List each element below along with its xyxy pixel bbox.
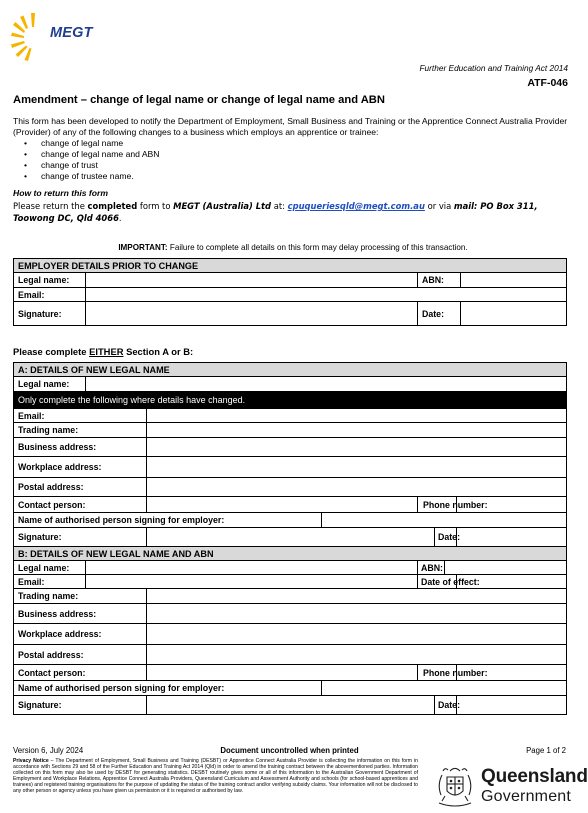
section-b-authorised-label: Name of authorised person signing for employer:	[14, 681, 322, 696]
section-b-legal-name-label: Legal name:	[14, 561, 86, 575]
section-b-contact-person-field[interactable]	[147, 665, 418, 681]
queensland-wordmark: Queensland	[481, 766, 588, 787]
signature-label: Signature:	[14, 302, 86, 326]
uncontrolled-notice: Document uncontrolled when printed	[220, 746, 359, 755]
queensland-government-logo	[433, 765, 588, 811]
section-b-date-label: Date:	[435, 696, 457, 715]
privacy-notice: Privacy Notice – The Department of Employment, Small Business and Training (DESBT) or Apprentice Connect Australia Provider is collecting the information on this form in accordance with Sections 29 and 58 of the Further Education and Training Act 2014 (Qld) in order to amend the training contract between the abovementioned parties. Information collected on this form may also be used by DESBT for generating statistics. DESBT routinely gives some or all of this information to the Australian Government Department of Employment and Workplace Relations, Apprentice Connect Australia Providers, Queensland Curriculum and Assessment Authority and schools (for school-based apprentices and trainees) and registered training organisations for the purpose of updating the status of the training contract and/or verifying subsidy claims. Your information will not be disclosed to any other person or agency unless you have given us permission or it is required or authorised by law.	[13, 758, 418, 795]
section-b-postal-address-field[interactable]	[147, 645, 567, 665]
section-a-notice: Only complete the following where details have changed.	[14, 392, 567, 409]
return-instructions: Please return the completed form to MEGT (Australia) Ltd at: cpuqueriesqld@megt.com.au or via mail: PO Box 311, Toowong DC, Qld 4066.	[13, 201, 538, 223]
employer-section-heading: EMPLOYER DETAILS PRIOR TO CHANGE	[14, 259, 567, 273]
page-number: Page 1 of 2	[526, 746, 566, 755]
section-b-authorised-field[interactable]	[322, 681, 567, 696]
section-b-business-address-label: Business address:	[14, 604, 147, 624]
list-item: • change of trustee name.	[24, 171, 160, 182]
section-a-date-field[interactable]	[457, 528, 567, 547]
intro-paragraph: This form has been developed to notify the Department of Employment, Small Business and Training or the Apprentice Connect Australia Provider (Provider) of any of the following changes to a business which employs an apprentice or trainee:	[13, 116, 568, 137]
section-choice-instruction: Please complete EITHER Section A or B:	[13, 346, 194, 357]
act-reference: Further Education and Training Act 2014	[419, 63, 568, 73]
postal-address: mail: PO Box 311, Toowong DC, Qld 4066	[13, 201, 538, 223]
government-wordmark: Government	[481, 788, 572, 805]
section-a-trading-name-label: Trading name:	[14, 423, 147, 438]
section-a-workplace-address-label: Workplace address:	[14, 457, 147, 478]
important-notice: IMPORTANT: Failure to complete all details on this form may delay processing of this transaction.	[118, 243, 468, 252]
section-a-phone-label: Phone number:	[418, 497, 457, 513]
section-a-postal-address-label: Postal address:	[14, 478, 147, 497]
section-b-workplace-address-label: Workplace address:	[14, 624, 147, 645]
page-title: Amendment – change of legal name or change of legal name and ABN	[13, 94, 385, 106]
email-link[interactable]: cpuqueriesqld@megt.com.au	[287, 201, 425, 211]
section-b-contact-person-label: Contact person:	[14, 665, 147, 681]
list-item: • change of trust	[24, 160, 160, 171]
section-a-email-label: Email:	[14, 409, 147, 423]
section-b-phone-label: Phone number:	[418, 665, 457, 681]
section-b-email-field[interactable]	[86, 575, 418, 589]
section-a-contact-person-label: Contact person:	[14, 497, 147, 513]
section-b-postal-address-label: Postal address:	[14, 645, 147, 665]
section-b-trading-name-field[interactable]	[147, 589, 567, 604]
date-label: Date:	[418, 302, 461, 326]
new-details-table	[13, 362, 567, 715]
section-b-date-field[interactable]	[457, 696, 567, 715]
legal-name-label: Legal name:	[14, 273, 86, 288]
section-b-email-label: Email:	[14, 575, 86, 589]
section-b-legal-name-field[interactable]	[86, 561, 418, 575]
section-b-signature-field[interactable]	[147, 696, 435, 715]
legal-name-field[interactable]	[86, 273, 418, 288]
section-a-heading: A: DETAILS OF NEW LEGAL NAME	[14, 363, 567, 377]
section-b-abn-label: ABN:	[418, 561, 445, 575]
section-a-email-field[interactable]	[147, 409, 567, 423]
section-a-legal-name-field[interactable]	[86, 377, 567, 392]
section-a-signature-field[interactable]	[147, 528, 435, 547]
page-footer	[13, 746, 566, 755]
megt-sunburst-icon	[11, 11, 51, 61]
form-code: ATF-046	[527, 77, 568, 89]
version-text: Version 6, July 2024	[13, 746, 84, 755]
section-b-date-of-effect-label: Date of effect:	[418, 575, 457, 589]
abn-field[interactable]	[461, 273, 567, 288]
section-a-business-address-label: Business address:	[14, 438, 147, 457]
email-label: Email:	[14, 288, 86, 302]
section-a-authorised-label: Name of authorised person signing for employer:	[14, 513, 322, 528]
section-a-signature-label: Signature:	[14, 528, 147, 547]
email-field[interactable]	[86, 288, 567, 302]
section-b-heading: B: DETAILS OF NEW LEGAL NAME AND ABN	[14, 547, 567, 561]
megt-logo	[11, 11, 95, 61]
queensland-coat-of-arms-icon	[433, 765, 477, 809]
section-a-business-address-field[interactable]	[147, 438, 567, 457]
section-a-trading-name-field[interactable]	[147, 423, 567, 438]
section-a-postal-address-field[interactable]	[147, 478, 567, 497]
section-b-trading-name-label: Trading name:	[14, 589, 147, 604]
return-heading: How to return this form	[13, 188, 109, 198]
change-types-list	[24, 138, 160, 182]
date-field[interactable]	[461, 302, 567, 326]
section-b-abn-field[interactable]	[445, 561, 567, 575]
abn-label: ABN:	[418, 273, 461, 288]
signature-field[interactable]	[86, 302, 418, 326]
megt-logo-text: MEGT	[50, 25, 93, 41]
section-a-legal-name-label: Legal name:	[14, 377, 86, 392]
section-a-date-label: Date:	[435, 528, 457, 547]
list-item: • change of legal name and ABN	[24, 149, 160, 160]
section-a-workplace-address-field[interactable]	[147, 457, 567, 478]
section-a-contact-person-field[interactable]	[147, 497, 418, 513]
section-b-business-address-field[interactable]	[147, 604, 567, 624]
employer-details-table	[13, 258, 567, 326]
section-a-authorised-field[interactable]	[322, 513, 567, 528]
list-item: • change of legal name	[24, 138, 160, 149]
section-b-signature-label: Signature:	[14, 696, 147, 715]
section-b-workplace-address-field[interactable]	[147, 624, 567, 645]
